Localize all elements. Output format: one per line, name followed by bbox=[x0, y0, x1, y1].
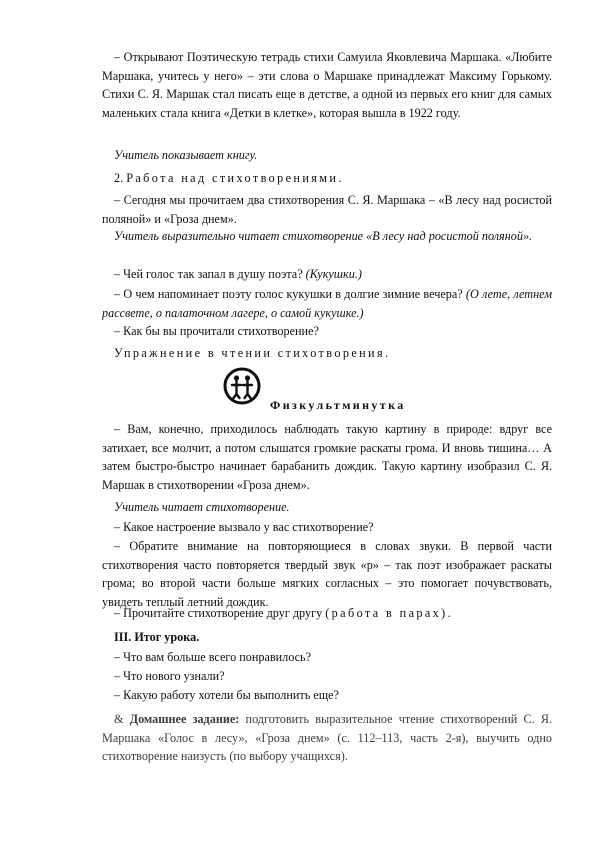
fizkultminutka-title: Физкультминутка bbox=[270, 398, 406, 412]
task-text: – Прочитайте стихотворение друг другу bbox=[114, 606, 323, 620]
section-2-title: Работа над стихотворениями. bbox=[126, 171, 344, 185]
question-text: – О чем напоминает поэту голос кукушки в долгие зимние вечера? bbox=[114, 287, 463, 301]
question-text: – Чей голос так запал в душу поэта? bbox=[114, 267, 303, 281]
exercise-heading: Упражнение в чтении стихотворения. bbox=[114, 346, 391, 360]
sounds-paragraph: – Обратите внимание на повторяющиеся в словах звуки. В первой части стихотворения часто повторяется твердый звук «р» – так поэт изображает раскаты грома; во второй части больше мягких согласных – это помогает почувствовать, увидеть теплый летний дождик. bbox=[102, 539, 552, 609]
section-2-number: 2. bbox=[114, 171, 124, 185]
question-cuckoo-reminds bbox=[102, 285, 552, 322]
question-answer: (Кукушки.) bbox=[305, 267, 362, 281]
question-more-work: – Какую работу хотели бы выполнить еще? bbox=[114, 688, 339, 702]
question-answer: (О лете, летнем рассвете, о палаточном лагере, о самой кукушке.) bbox=[102, 287, 553, 320]
today-poems-paragraph: – Сегодня мы прочитаем два стихотворения С. Я. Маршака – «В лесу над росистой поляной» и «Гроза днем». bbox=[102, 193, 552, 226]
section-3-heading: III. Итог урока. bbox=[114, 630, 200, 644]
section-2-heading bbox=[102, 169, 552, 188]
question-cuckoo-voice bbox=[102, 265, 552, 284]
homework-label: Домашнее задание: bbox=[129, 712, 240, 726]
question-learned: – Что нового узнали? bbox=[114, 669, 225, 683]
question-liked: – Что вам больше всего понравилось? bbox=[114, 650, 312, 664]
intro-paragraph: – Открывают Поэтическую тетрадь стихи Самуила Яковлевича Маршака. «Любите Маршака, учитесь у него» – эти слова о Маршаке принадлежат Максиму Горькому. Стихи С. Я. Маршак стал писать еще в детстве, а одной из первых его книг для самых маленьких стала книга «Детки в клетке», которая вышла в 1922 году. bbox=[102, 50, 552, 120]
fizkultminutka-icon bbox=[222, 366, 262, 406]
pair-reading-task bbox=[102, 604, 552, 623]
homework-paragraph bbox=[102, 710, 552, 766]
teacher-note-show-book: Учитель показывает книгу. bbox=[114, 148, 258, 162]
question-how-read: – Как бы вы прочитали стихотворение? bbox=[114, 324, 319, 338]
homework-symbol: & bbox=[114, 712, 124, 726]
teacher-note-reads: Учитель читает стихотворение. bbox=[114, 500, 290, 514]
thunder-paragraph: – Вам, конечно, приходилось наблюдать такую картину в природе: вдруг все затихает, все молчит, а потом слышатся громкие раскаты грома. И вновь тишина… А затем быстро-быстро начинает барабанить дождик. Такую картину изобразил С. Я. Маршак в стихотворении «Гроза днем». bbox=[102, 422, 552, 492]
task-mode: (работа в парах). bbox=[325, 606, 454, 620]
homework-text: подготовить выразительное чтение стихотворений С. Я. Маршака «Голос в лесу», «Гроза днем» (с. 112–113, часть 2-я), выучить одно стихотворение наизусть (по выбору учащихся). bbox=[102, 712, 553, 764]
question-mood: – Какое настроение вызвало у вас стихотворение? bbox=[114, 520, 374, 534]
teacher-note-read-poem: Учитель выразительно читает стихотворение «В лесу над росистой поляной». bbox=[114, 229, 533, 243]
